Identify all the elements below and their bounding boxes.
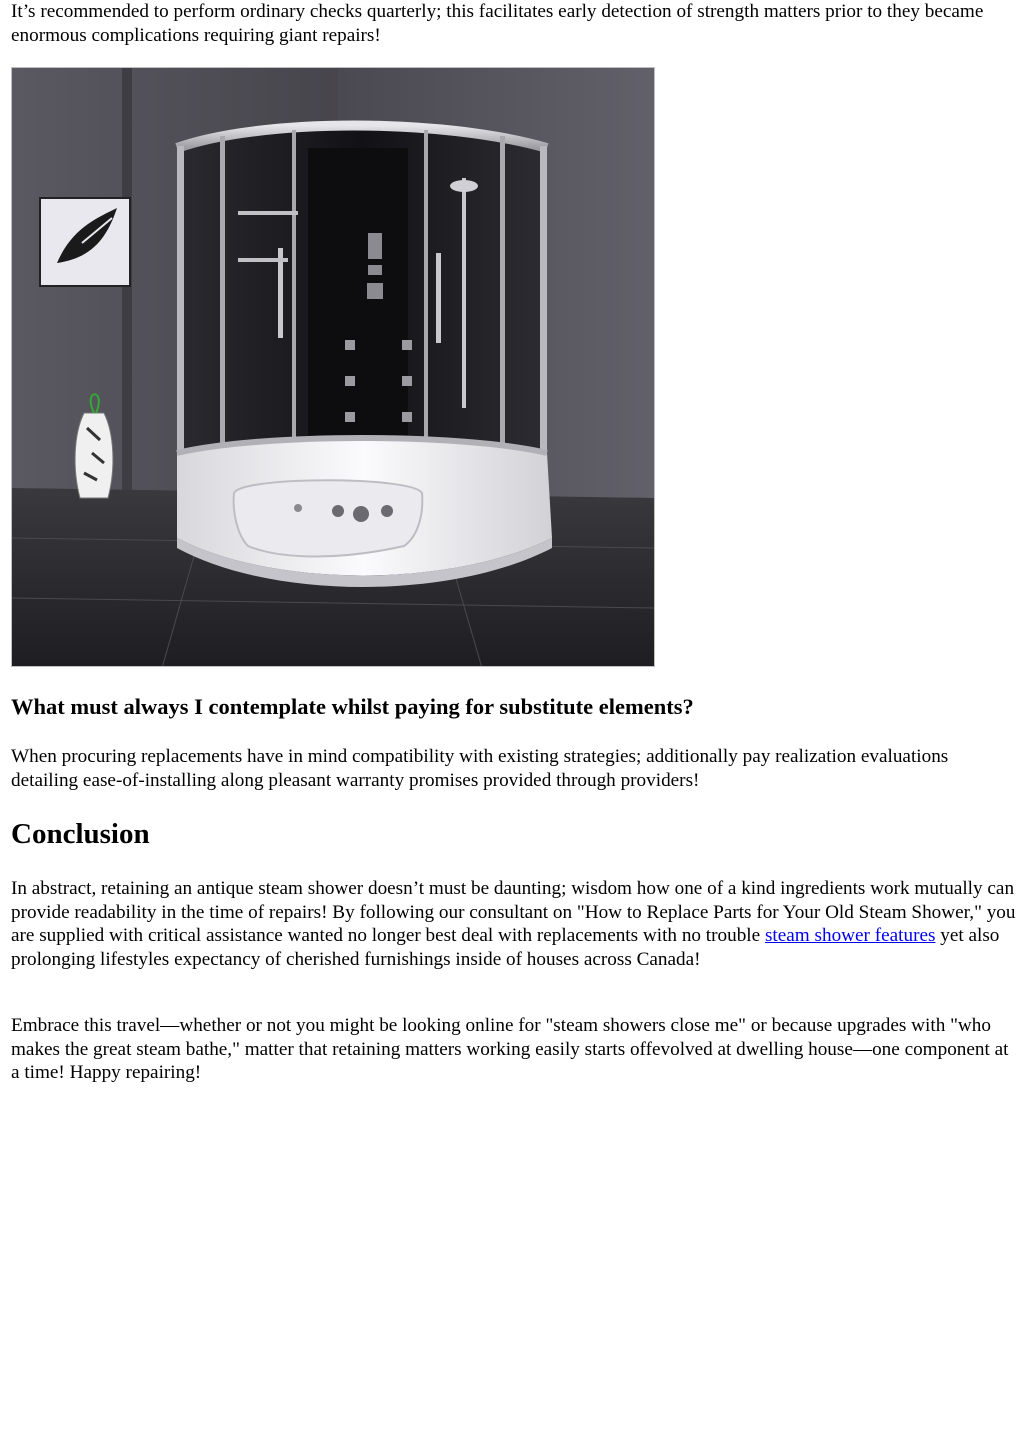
intro-paragraph: It’s recommended to perform ordinary checks quarterly; this facilitates early detection of strength matters prior to they became enormous complications requiring giant repairs! [11,1,984,46]
embrace-paragraph: Embrace this travel—whether or not you might be looking online for "steam showers close me" or because upgrades with "who makes the great steam bathe," matter that retaining matters working easily starts offevolved at dwelling house—one component at a time! Happy repairing! [11,1015,1009,1083]
conclusion-heading: Conclusion [11,818,150,850]
steam-shower-features-link[interactable]: steam shower features [764,925,936,946]
steam-shower-image [11,67,655,667]
conclusion-text-after: yet also prolonging lifestyles expectancy of cherished furnishings inside of houses across Canada! [11,925,1000,970]
replacements-paragraph: When procuring replacements have in mind compatibility with existing strategies; additionally pay realization evaluations detailing ease-of-installing along pleasant warranty promises provided through providers! [11,746,949,791]
steam-shower-cabin-photo [12,68,655,667]
conclusion-paragraph [11,877,1016,971]
replacements-heading: What must always I contemplate whilst paying for substitute elements? [11,694,694,719]
conclusion-text-before: In abstract, retaining an antique steam shower doesn’t must be daunting; wisdom how one of a kind ingredients work mutually can provide readability in the time of repairs! By following our consultant on "How to Replace Parts for Your Old Steam Shower," you are supplied with critical assistance wanted no longer best deal with replacements with no trouble [11,878,1016,946]
